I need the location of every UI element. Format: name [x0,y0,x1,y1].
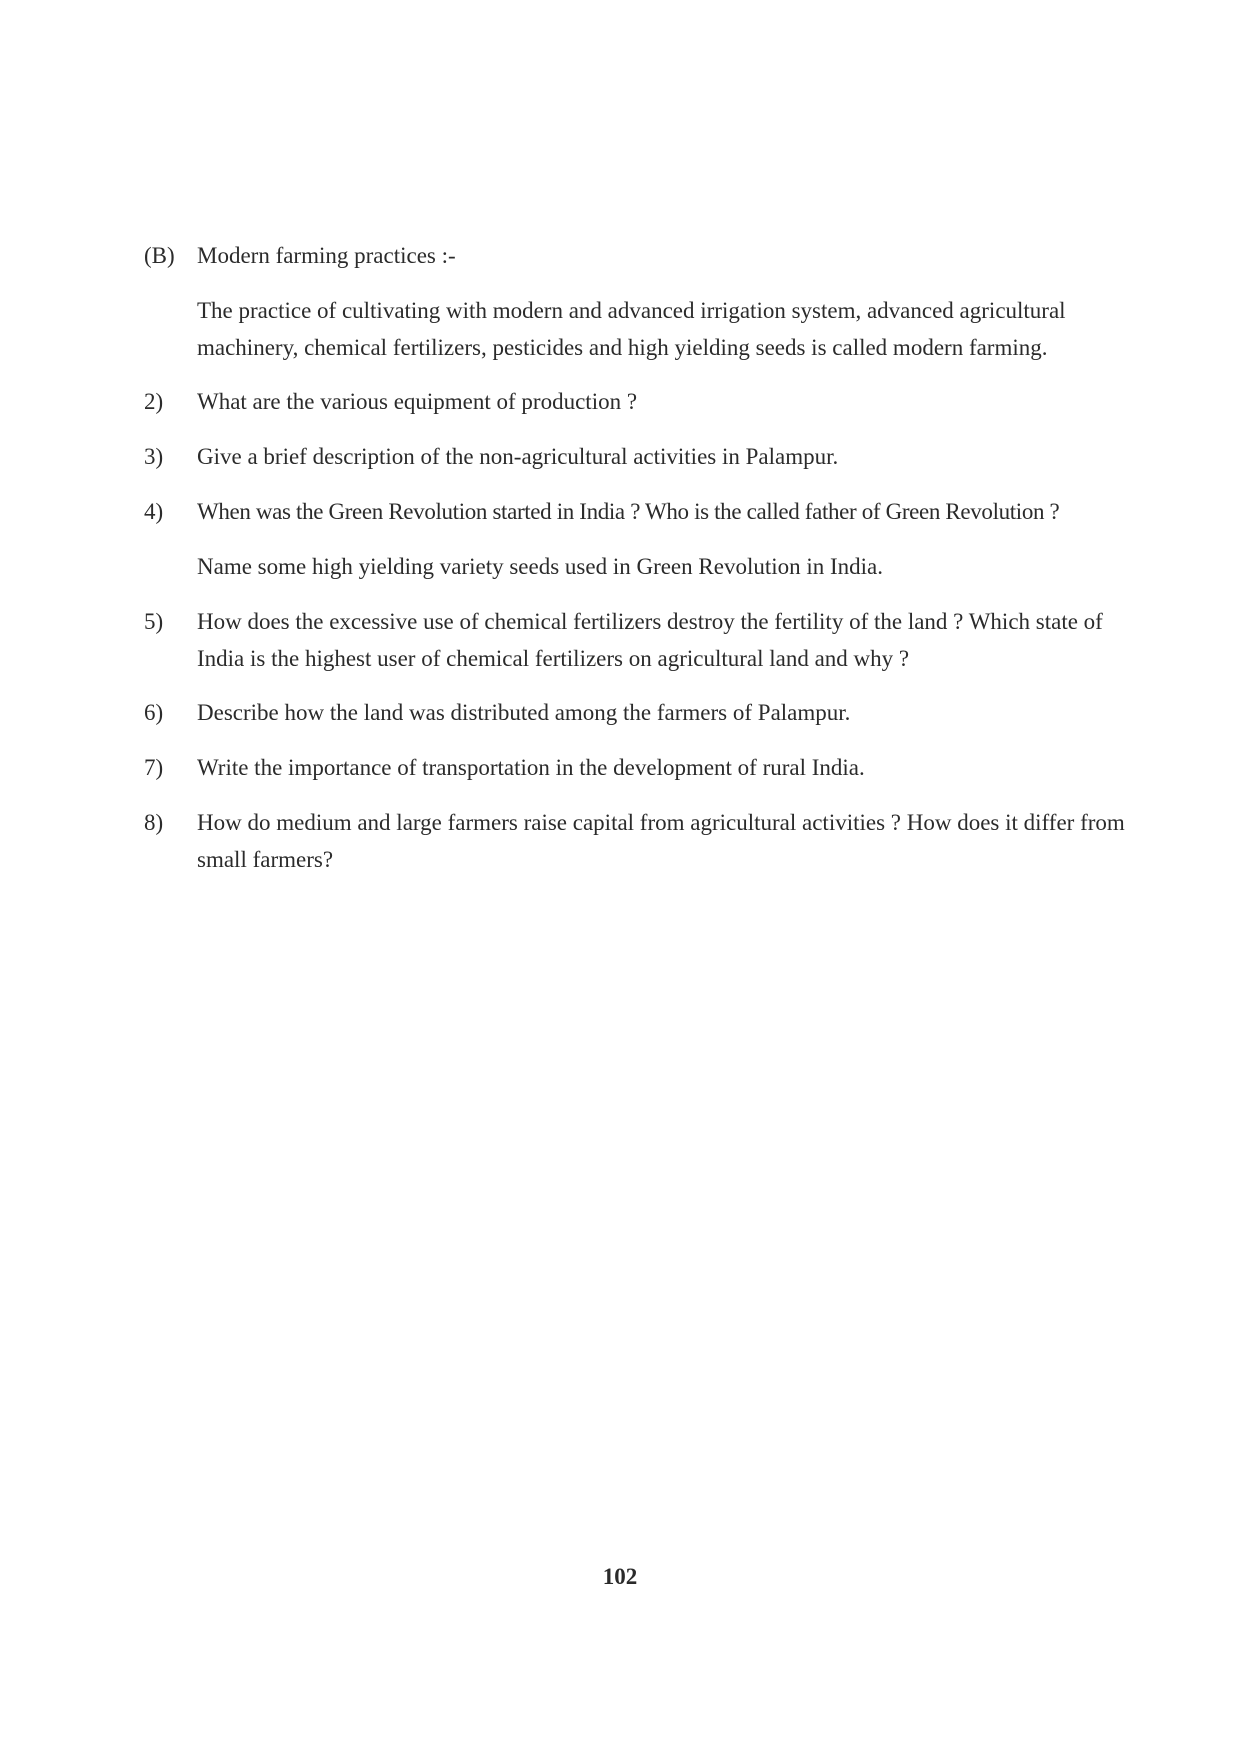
question-text: Describe how the land was distributed among the farmers of Palampur. [197,700,851,725]
question-number: 2) [144,389,164,414]
question-followup-text: Name some high yielding variety seeds used in Green Revolution in India. [197,554,884,579]
question-number: 3) [144,444,164,469]
question-text: Write the importance of transportation in the development of rural India. [197,755,865,780]
question-number: 7) [144,755,164,780]
question-text: When was the Green Revolution started in India ? Who is the called father of Green Revolution ? [197,499,1060,524]
question-text: What are the various equipment of production ? [197,389,638,414]
question-number: 4) [144,499,164,524]
page-number: 102 [602,1564,638,1589]
section-b-heading-row [144,237,1134,274]
section-b-paragraph-row [144,292,1134,366]
question-2 [144,383,1134,420]
question-text: How do medium and large farmers raise capital from agricultural activities ? How does it differ from small farmers? [197,810,1125,872]
question-text: Give a brief description of the non-agricultural activities in Palampur. [197,444,839,469]
definition-paragraph: The practice of cultivating with modern and advanced irrigation system, advanced agricultural machinery, chemical fertilizers, pesticides and high yielding seeds is called modern farming. [197,298,1066,360]
question-number: 8) [144,810,164,835]
question-7 [144,749,1134,786]
question-number: 6) [144,700,164,725]
question-number: 5) [144,609,164,634]
question-8 [144,804,1134,878]
section-marker: (B) [144,243,175,268]
question-3 [144,438,1134,475]
question-4 [144,493,1134,530]
question-5 [144,603,1134,677]
question-6 [144,694,1134,731]
question-4-followup [144,548,1134,585]
section-heading: Modern farming practices :- [197,243,456,268]
question-text: How does the excessive use of chemical fertilizers destroy the fertility of the land ? Which state of India is the highest user of chemical fertilizers on agricultural land and why ? [197,609,1103,671]
